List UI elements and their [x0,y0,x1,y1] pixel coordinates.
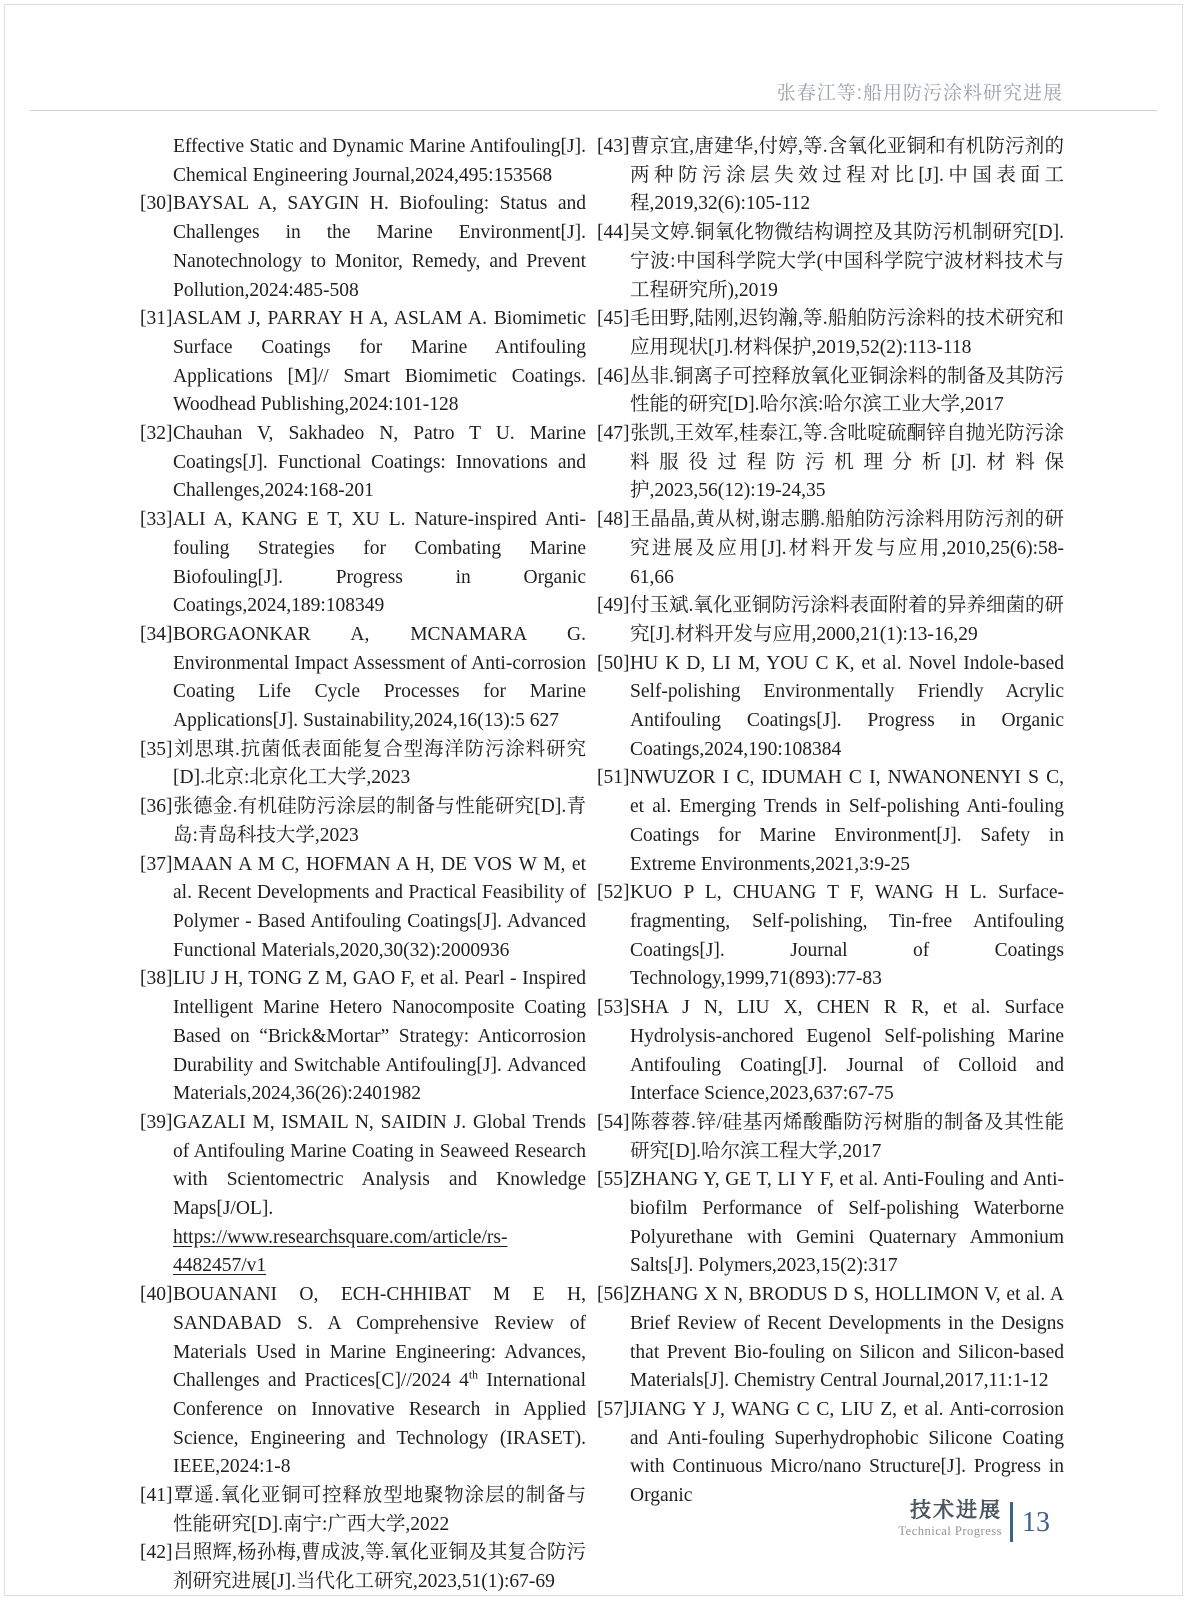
reference-text: BORGAONKAR A, MCNAMARA G. Environmental Impact Assessment of Anti-corrosion Coating Life Cycle Processes for Marine Applications[J]. Sustainability,2024,16(13):5 627 [173,623,586,732]
reference-text: 刘思琪.抗菌低表面能复合型海洋防污涂料研究[D].北京:北京化工大学,2023 [173,738,586,789]
reference-item [140,736,586,793]
reference-column-left [140,133,586,1597]
reference-text: 吕照辉,杨孙梅,曹成波,等.氧化亚铜及其复合防污剂研究进展[J].当代化工研究,2023,51(1):67-69 [173,1542,586,1593]
reference-number: [32] [140,423,173,445]
reference-item [140,506,586,621]
reference-text: 张凯,王效军,桂泰江,等.含吡啶硫酮锌自抛光防污涂料服役过程防污机理分析[J].材料保护,2023,56(12):19-24,35 [630,423,1064,502]
reference-item [597,219,1064,305]
reference-number: [43] [597,136,630,157]
reference-item [140,621,586,736]
reference-number: [44] [597,222,630,244]
reference-item [140,793,586,850]
reference-item [597,994,1064,1109]
reference-number: [33] [140,509,173,531]
reference-text: 王晶晶,黄从树,谢志鹏.船舶防污涂料用防污剂的研究进展及应用[J].材料开发与应用,2010,25(6):58-61,66 [630,509,1064,588]
reference-number: [50] [597,652,630,674]
reference-item [140,851,586,966]
reference-text: NWUZOR I C, IDUMAH C I, NWANONENYI S C, et al. Emerging Trends in Self-polishing Anti-fouling Coatings for Marine Environment[J]. Safety in Extreme Environments,2021,3:9-25 [630,767,1064,875]
reference-number: [41] [140,1485,173,1507]
reference-number: [45] [597,308,630,330]
reference-number: [54] [597,1111,630,1133]
reference-number: [36] [140,796,173,818]
reference-text: KUO P L, CHUANG T F, WANG H L. Surface-fragmenting, Self-polishing, Tin-free Antifouling Coatings[J]. Journal of Coatings Technology,1999,71(893):77-83 [630,882,1064,990]
reference-url: https://www.researchsquare.com/article/rs-4482457/v1 [173,1226,508,1277]
header-rule [30,110,1157,111]
reference-number: [52] [597,882,630,904]
reference-text: 覃遥.氧化亚铜可控释放型地聚物涂层的制备与性能研究[D].南宁:广西大学,2022 [173,1485,586,1535]
reference-text: 吴文婷.铜氧化物微结构调控及其防污机制研究[D].宁波:中国科学院大学(中国科学院宁波材料技术与工程研究所),2019 [630,222,1064,301]
reference-text: International Conference on Innovative Research in Applied Science, Engineering and Technology (IRASET). IEEE,2024:1-8 [173,1370,587,1478]
reference-item [140,305,586,420]
reference-text: GAZALI M, ISMAIL N, SAIDIN J. Global Trends of Antifouling Marine Coating in Seaweed Research with Scientomectric Analysis and Knowledge Maps[J/OL]. [173,1111,586,1220]
page-number: 13 [1022,1507,1050,1538]
reference-item [597,1396,1064,1511]
reference-number: [34] [140,623,173,645]
reference-text: SHA J N, LIU X, CHEN R R, et al. Surface Hydrolysis-anchored Eugenol Self-polishing Marine Antifouling Coating[J]. Journal of Colloid and Interface Science,2023,637:67-75 [630,997,1064,1105]
footer-divider-bar [1010,1502,1013,1542]
reference-item [597,305,1064,362]
reference-item [140,133,586,190]
reference-text: 丛非.铜离子可控释放氧化亚铜涂料的制备及其防污性能的研究[D].哈尔滨:哈尔滨工业大学,2017 [630,365,1064,416]
reference-item [597,133,1064,219]
reference-text: th [468,1368,478,1382]
reference-item [140,1109,586,1281]
reference-number: [56] [597,1284,630,1306]
reference-number: [42] [140,1542,173,1564]
reference-number: [55] [597,1169,630,1191]
reference-item [597,650,1064,765]
reference-item [140,965,586,1109]
reference-text: 陈蓉蓉.锌/硅基丙烯酸酯防污树脂的制备及其性能研究[D].哈尔滨工程大学,2017 [630,1111,1064,1162]
reference-text: 毛田野,陆刚,迟钧瀚,等.船舶防污涂料的技术研究和应用现状[J].材料保护,2019,52(2):113-118 [630,308,1064,358]
reference-text: BAYSAL A, SAYGIN H. Biofouling: Status and Challenges in the Marine Environment[J]. Nanotechnology to Monitor, Remedy, and Prevent Pollution,2024:485-508 [173,193,586,301]
reference-number: [30] [140,193,173,215]
reference-text: 曹京宜,唐建华,付婷,等.含氧化亚铜和有机防污剂的两种防污涂层失效过程对比[J].中国表面工程,2019,32(6):105-112 [630,136,1064,215]
reference-item [597,879,1064,994]
reference-number: [39] [140,1111,173,1133]
reference-text: LIU J H, TONG Z M, GAO F, et al. Pearl - Inspired Intelligent Marine Hetero Nanocomposite Coating Based on “Brick&Mortar” Strategy: Anticorrosion Durability and Switchable Antifouling[J]. Advanced Materials,2024,36(26):2401982 [173,968,586,1105]
reference-text: Effective Static and Dynamic Marine Antifouling[J]. Chemical Engineering Journal,2024,495:153568 [173,136,586,186]
reference-number: [51] [597,767,630,789]
reference-number: [49] [597,595,630,617]
reference-number: [38] [140,968,173,990]
reference-column-right [597,133,1064,1511]
reference-number: [47] [597,423,630,445]
reference-number: [35] [140,738,173,760]
reference-item [140,1539,586,1596]
reference-number: [31] [140,308,173,330]
reference-text: JIANG Y J, WANG C C, LIU Z, et al. Anti-corrosion and Anti-fouling Superhydrophobic Silicone Coating with Continuous Micro/nano Structure[J]. Progress in Organic [630,1398,1064,1507]
reference-number: [57] [597,1398,630,1420]
reference-text: 张德金.有机硅防污涂层的制备与性能研究[D].青岛:青岛科技大学,2023 [173,796,586,846]
reference-text: ZHANG X N, BRODUS D S, HOLLIMON V, et al. A Brief Review of Recent Developments in the Designs that Prevent Bio-fouling on Silicon and Silicon-based Materials[J]. Chemistry Central Journal,2017,11:1-12 [630,1284,1064,1392]
footer-section [898,1499,1002,1539]
running-title: 张春江等:船用防污涂料研究进展 [776,83,1063,104]
reference-number: [40] [140,1284,173,1306]
reference-text: Chauhan V, Sakhadeo N, Patro T U. Marine Coatings[J]. Functional Coatings: Innovations and Challenges,2024:168-201 [173,423,586,502]
reference-item [597,592,1064,649]
reference-text: BOUANANI O, ECH-CHHIBAT M E H, SANDABAD S. A Comprehensive Review of Materials Used in Marine Engineering: Advances, Challenges and Practices[C]//2024 4 [173,1284,586,1392]
reference-number: [46] [597,365,630,387]
reference-item [140,1281,586,1482]
reference-text: MAAN A M C, HOFMAN A H, DE VOS W M, et al. Recent Developments and Practical Feasibility of Polymer - Based Antifouling Coatings[J]. Advanced Functional Materials,2020,30(32):2000936 [173,853,586,961]
reference-item [140,420,586,506]
reference-item [597,1166,1064,1281]
reference-item [140,190,586,305]
reference-item [597,1109,1064,1166]
reference-item [140,1482,586,1539]
footer-section-cn: 技术进展 [910,1499,1002,1522]
reference-text: ASLAM J, PARRAY H A, ASLAM A. Biomimetic Surface Coatings for Marine Antifouling Applications [M]// Smart Biomimetic Coatings. Woodhead Publishing,2024:101-128 [173,308,586,416]
reference-item [597,764,1064,879]
reference-number: [53] [597,997,630,1019]
reference-item [597,506,1064,592]
footer-section-en: Technical Progress [898,1524,1002,1539]
reference-text: HU K D, LI M, YOU C K, et al. Novel Indole-based Self-polishing Environmentally Friendly Acrylic Antifouling Coatings[J]. Progress in Organic Coatings,2024,190:108384 [630,652,1064,760]
reference-text: ZHANG Y, GE T, LI Y F, et al. Anti-Fouling and Anti-biofilm Performance of Self-polishing Waterborne Polyurethane with Gemini Quaternary Ammonium Salts[J]. Polymers,2023,15(2):317 [630,1169,1064,1277]
page-footer [898,1499,1050,1542]
reference-item [597,363,1064,420]
reference-number: [37] [140,853,173,875]
reference-item [597,420,1064,506]
reference-text: 付玉斌.氧化亚铜防污涂料表面附着的异养细菌的研究[J].材料开发与应用,2000,21(1):13-16,29 [630,595,1064,645]
reference-text: ALI A, KANG E T, XU L. Nature-inspired Anti-fouling Strategies for Combating Marine Biofouling[J]. Progress in Organic Coatings,2024,189:108349 [173,509,586,617]
reference-item [597,1281,1064,1396]
reference-number: [48] [597,509,630,531]
